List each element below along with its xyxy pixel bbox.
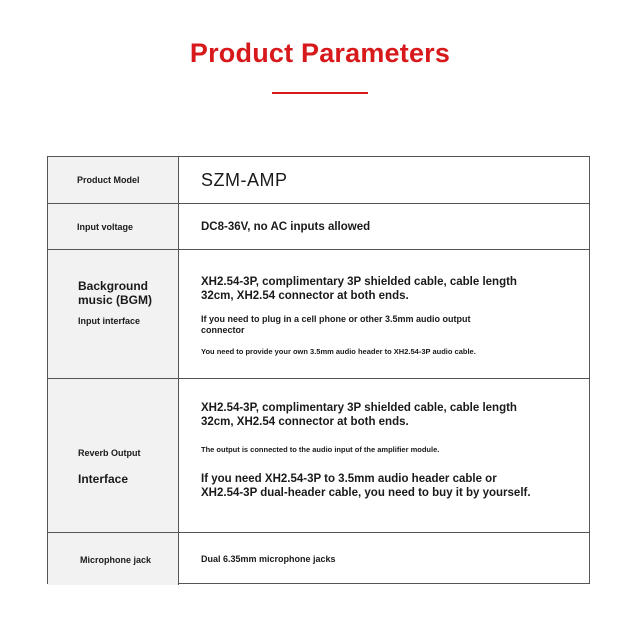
table-row-product-model: [48, 157, 589, 204]
value-input-voltage: DC8-36V, no AC inputs allowed: [201, 221, 371, 233]
value-cell: [179, 250, 589, 378]
value-cell: [179, 379, 589, 532]
table-row-input-voltage: [48, 204, 589, 250]
value-reverb-extra: If you need XH2.54-3P to 3.5mm audio header cable or XH2.54-3P dual-header cable, you need to buy it by yourself.: [201, 473, 531, 499]
label-bgm: Background music (BGM): [78, 279, 153, 307]
label-cell: [48, 533, 179, 585]
label-interface: Interface: [78, 472, 129, 486]
label-cell: [48, 250, 179, 378]
label-reverb-output: Reverb Output: [78, 448, 141, 458]
label-input-voltage: Input voltage: [77, 222, 133, 232]
table-row-bgm-input: [48, 250, 589, 379]
value-cell: [179, 533, 589, 585]
label-cell: [48, 157, 179, 203]
title-underline: [272, 92, 368, 94]
value-microphone-jack: Dual 6.35mm microphone jacks: [201, 554, 336, 564]
value-bgm-note: If you need to plug in a cell phone or other 3.5mm audio output connector: [201, 314, 471, 335]
label-input-interface: Input interface: [78, 316, 141, 326]
value-cell: [179, 204, 589, 249]
page-title: Product Parameters: [189, 38, 451, 68]
value-bgm-note2: You need to provide your own 3.5mm audio header to XH2.54-3P audio cable.: [201, 347, 476, 356]
table-row-reverb-output: [48, 379, 589, 533]
value-cell: [179, 157, 589, 203]
label-cell: [48, 204, 179, 249]
value-bgm-main: XH2.54-3P, complimentary 3P shielded cable, cable length 32cm, XH2.54 connector at both ends.: [201, 276, 517, 302]
label-product-model: Product Model: [77, 175, 140, 185]
value-product-model: SZM-AMP: [201, 170, 288, 190]
label-microphone-jack: Microphone jack: [80, 555, 152, 565]
table-row-microphone-jack: [48, 533, 589, 585]
value-reverb-main: XH2.54-3P, complimentary 3P shielded cable, cable length 32cm, XH2.54 connector at both ends.: [201, 402, 517, 428]
label-cell: [48, 379, 179, 532]
value-reverb-note: The output is connected to the audio input of the amplifier module.: [201, 445, 440, 454]
parameters-table: [47, 156, 590, 584]
